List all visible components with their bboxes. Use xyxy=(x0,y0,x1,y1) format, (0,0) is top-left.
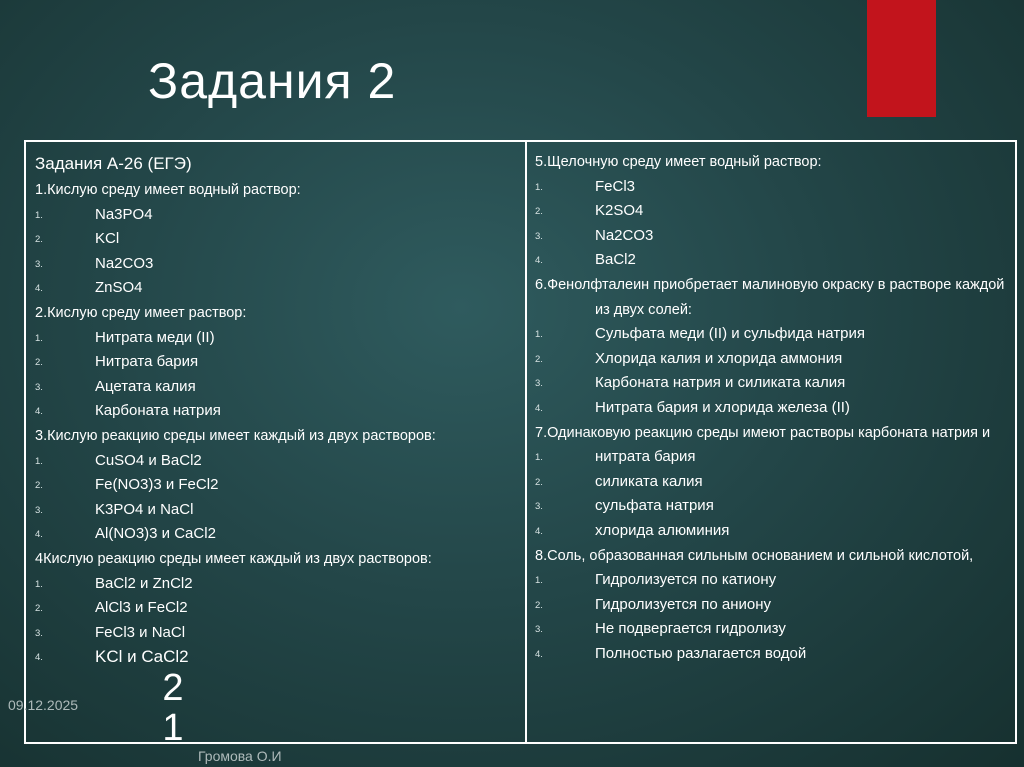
option-number: 1. xyxy=(35,332,43,344)
option xyxy=(535,199,1005,224)
option xyxy=(35,203,515,228)
option-number: 1. xyxy=(535,452,543,464)
option-number: 2. xyxy=(535,206,543,218)
option xyxy=(35,276,515,301)
option-text: Гидролизуется по катиону xyxy=(595,571,777,589)
option-number: 1. xyxy=(35,455,43,467)
option-text: ZnSO4 xyxy=(95,279,143,297)
option-number: 4. xyxy=(35,283,43,295)
slide-number xyxy=(158,668,188,748)
option-number: 2. xyxy=(535,599,543,611)
option-text: KCl и CaCl2 xyxy=(95,647,189,667)
option xyxy=(535,175,1005,200)
option-text: Карбоната натрия и силиката калия xyxy=(595,374,846,392)
option xyxy=(535,568,1005,593)
option-text: CuSO4 и BaCl2 xyxy=(95,451,202,469)
option xyxy=(35,522,515,547)
option-number: 1. xyxy=(535,181,543,193)
option-number: 3. xyxy=(535,624,543,636)
slide-author: Громова О.И xyxy=(198,748,282,764)
option xyxy=(35,572,515,597)
option-number: 3. xyxy=(35,504,43,516)
section-heading: Задания А-26 (ЕГЭ) xyxy=(35,154,192,173)
option-text: сульфата натрия xyxy=(595,497,714,515)
option-text: Гидролизуется по аниону xyxy=(595,595,772,613)
option xyxy=(35,498,515,523)
option-text: KCl xyxy=(95,230,120,248)
question-4: 4Кислую реакцию среды имеет каждый из двух растворов: xyxy=(35,550,432,567)
option-number: 2. xyxy=(535,353,543,365)
question-6: 6.Фенолфталеин приобретает малиновую окраску в растворе каждой из двух солей: xyxy=(535,276,1005,318)
option-text: Na3PO4 xyxy=(95,205,153,223)
option-text: FeCl3 xyxy=(595,177,636,195)
option xyxy=(35,473,515,498)
option xyxy=(535,347,1005,372)
option-number: 2. xyxy=(35,603,43,615)
option-number: 4. xyxy=(35,652,43,664)
option-text: FeCl3 и NaCl xyxy=(95,623,186,641)
question-5: 5.Щелочную среду имеет водный раствор: xyxy=(535,154,822,170)
slide-title: Задания 2 xyxy=(148,53,397,109)
option-number: 2. xyxy=(35,234,43,246)
option xyxy=(35,596,515,621)
option-number: 1. xyxy=(535,329,543,341)
option xyxy=(535,519,1005,544)
option xyxy=(535,322,1005,347)
option-text: Fe(NO3)3 и FeCl2 xyxy=(95,476,219,494)
option xyxy=(35,399,515,424)
option-text: нитрата бария xyxy=(595,448,696,466)
option xyxy=(535,470,1005,495)
option xyxy=(535,494,1005,519)
left-column xyxy=(35,150,515,670)
option-text: K3PO4 и NaCl xyxy=(95,500,194,518)
option-number: 4. xyxy=(535,648,543,660)
question-8: 8.Соль, образованная сильным основанием и сильной кислотой, xyxy=(535,547,974,564)
option-number: 4. xyxy=(535,255,543,267)
option xyxy=(535,593,1005,618)
option-text: Сульфата меди (II) и сульфида натрия xyxy=(595,325,866,343)
option-number: 2. xyxy=(535,476,543,488)
option xyxy=(535,445,1005,470)
option-text: Нитрата бария и хлорида железа (II) xyxy=(595,398,850,416)
option-number: 3. xyxy=(535,378,543,390)
option xyxy=(35,350,515,375)
option xyxy=(535,396,1005,421)
option-number: 1. xyxy=(535,575,543,587)
option-number: 2. xyxy=(35,480,43,492)
option-text: Na2CO3 xyxy=(595,226,654,244)
option-text: Не подвергается гидролизу xyxy=(595,620,786,638)
option-number: 3. xyxy=(35,258,43,270)
option xyxy=(35,227,515,252)
option xyxy=(535,642,1005,667)
option-text: BaCl2 xyxy=(595,251,636,269)
table-divider xyxy=(525,140,527,744)
option-text: Хлорида калия и хлорида аммония xyxy=(595,349,843,367)
option xyxy=(35,621,515,646)
question-1: 1.Кислую среду имеет водный раствор: xyxy=(35,182,301,198)
option xyxy=(35,252,515,277)
red-accent-bar xyxy=(867,0,936,117)
option-text: Карбоната натрия xyxy=(95,402,221,420)
option-text: хлорида алюминия xyxy=(595,521,730,539)
option-number: 1. xyxy=(35,209,43,221)
slide-date: 09.12.2025 xyxy=(8,697,79,713)
option-text: Al(NO3)3 и CaCl2 xyxy=(95,525,216,543)
option-text: Нитрата бария xyxy=(95,353,199,371)
option-number: 3. xyxy=(535,230,543,242)
option xyxy=(35,449,515,474)
question-2: 2.Кислую среду имеет раствор: xyxy=(35,304,247,321)
option xyxy=(535,248,1005,273)
option xyxy=(35,375,515,400)
option-number: 3. xyxy=(535,501,543,513)
right-column xyxy=(535,150,1005,666)
option-number: 1. xyxy=(35,578,43,590)
slide-number-digit: 2 xyxy=(162,667,184,709)
option-text: Ацетата калия xyxy=(95,377,196,395)
question-3: 3.Кислую реакцию среды имеет каждый из двух растворов: xyxy=(35,427,436,444)
option-number: 4. xyxy=(35,529,43,541)
option xyxy=(535,617,1005,642)
option-text: Нитрата меди (II) xyxy=(95,328,215,346)
option-text: AlCl3 и FeCl2 xyxy=(95,599,188,617)
option xyxy=(535,224,1005,249)
option-text: BaCl2 и ZnCl2 xyxy=(95,574,193,592)
question-7: 7.Одинаковую реакцию среды имеют растворы карбоната натрия и xyxy=(535,424,991,441)
option-number: 2. xyxy=(35,357,43,369)
option xyxy=(35,645,515,670)
option-text: K2SO4 xyxy=(595,202,644,220)
option-number: 4. xyxy=(35,406,43,418)
option-number: 4. xyxy=(535,402,543,414)
option xyxy=(35,326,515,351)
option-text: Na2CO3 xyxy=(95,254,154,272)
option-text: Полностью разлагается водой xyxy=(595,644,807,662)
slide-number-digit: 1 xyxy=(162,707,184,749)
option-text: силиката калия xyxy=(595,472,703,490)
option-number: 4. xyxy=(535,525,543,537)
option-number: 3. xyxy=(35,381,43,393)
option-number: 3. xyxy=(35,627,43,639)
option xyxy=(535,371,1005,396)
